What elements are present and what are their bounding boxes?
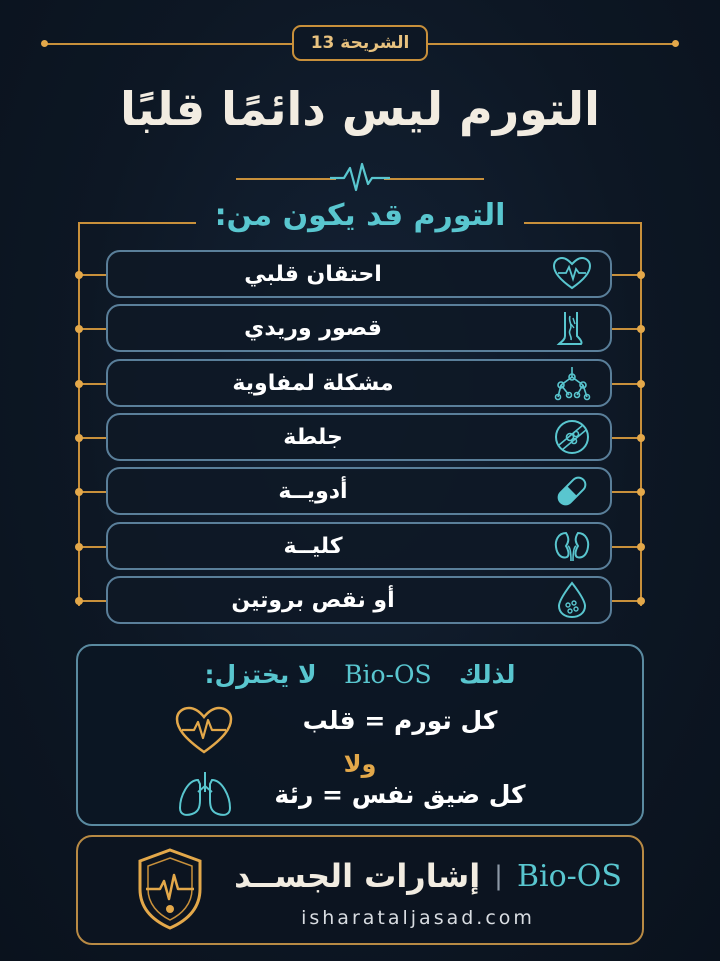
rail-dot (637, 434, 645, 442)
connector-right (612, 274, 640, 276)
title-divider-right (384, 178, 484, 180)
divider-dot (672, 40, 679, 47)
list-item-label: احتقان قلبي (244, 261, 382, 287)
list-item (106, 304, 612, 352)
equation-swelling-heart: كل تورم = قلب (302, 706, 498, 735)
list-item-label: جلطة (283, 424, 343, 450)
rail-dot (637, 543, 645, 551)
slide-badge: الشريحة 13 (292, 25, 428, 61)
leg-veins-icon (552, 310, 592, 346)
title-divider-left (236, 178, 336, 180)
rail-dot (75, 325, 83, 333)
footer-brand-arabic: إشارات الجســد (234, 857, 481, 895)
shield-logo-icon (134, 847, 206, 931)
rail-dot (75, 543, 83, 551)
equation-breath-lung: كل ضيق نفس = رئة (274, 780, 526, 809)
list-item (106, 359, 612, 407)
footer-card (76, 835, 644, 945)
connector-right (612, 600, 640, 602)
connector-right (612, 383, 640, 385)
list-item (106, 576, 612, 624)
rail-dot (637, 488, 645, 496)
list-item-label: قصور وريدي (244, 315, 382, 341)
heading-prefix: لذلك (459, 660, 516, 689)
pulse-icon (330, 160, 390, 196)
rail-dot (637, 380, 645, 388)
connector-text: ولا (343, 750, 377, 778)
rail-dot (637, 325, 645, 333)
list-item (106, 467, 612, 515)
connector-right (612, 437, 640, 439)
page-title: التورم ليس دائمًا قلبًا (120, 82, 600, 136)
heart-pulse-icon (552, 256, 592, 292)
heading-brand: Bio-OS (344, 660, 432, 689)
footer-url[interactable]: isharataljasad.com (301, 907, 535, 929)
rail-top-left (78, 222, 196, 224)
list-item-label: كليــة (283, 533, 343, 559)
heading-suffix: لا يختزل: (204, 660, 317, 689)
rail-dot (75, 271, 83, 279)
list-item-label: أو نقص بروتين (231, 587, 395, 613)
connector-right (612, 491, 640, 493)
conclusion-box (76, 644, 644, 826)
section-subtitle: التورم قد يكون من: (214, 198, 506, 233)
rail-dot (75, 434, 83, 442)
rail-dot (75, 488, 83, 496)
kidneys-icon (552, 528, 592, 564)
lymph-nodes-icon (552, 365, 592, 401)
footer-brand-latin: Bio-OS (516, 858, 622, 894)
pill-capsule-icon (552, 473, 592, 509)
connector-right (612, 546, 640, 548)
divider-dot (41, 40, 48, 47)
list-item-label: أدويــة (278, 478, 348, 504)
footer-separator: | (494, 861, 503, 891)
blood-drop-icon (552, 582, 592, 618)
rail-dot (75, 380, 83, 388)
connector-right (612, 328, 640, 330)
rail-dot (75, 597, 83, 605)
rail-dot (637, 597, 645, 605)
list-item-label: مشكلة لمفاوية (232, 370, 394, 396)
rail-top-right (524, 222, 642, 224)
footer-brand-row (218, 851, 638, 901)
rail-dot (637, 271, 645, 279)
list-item (106, 413, 612, 461)
list-item (106, 250, 612, 298)
conclusion-heading (78, 660, 642, 689)
blood-clot-icon (552, 419, 592, 455)
list-item (106, 522, 612, 570)
